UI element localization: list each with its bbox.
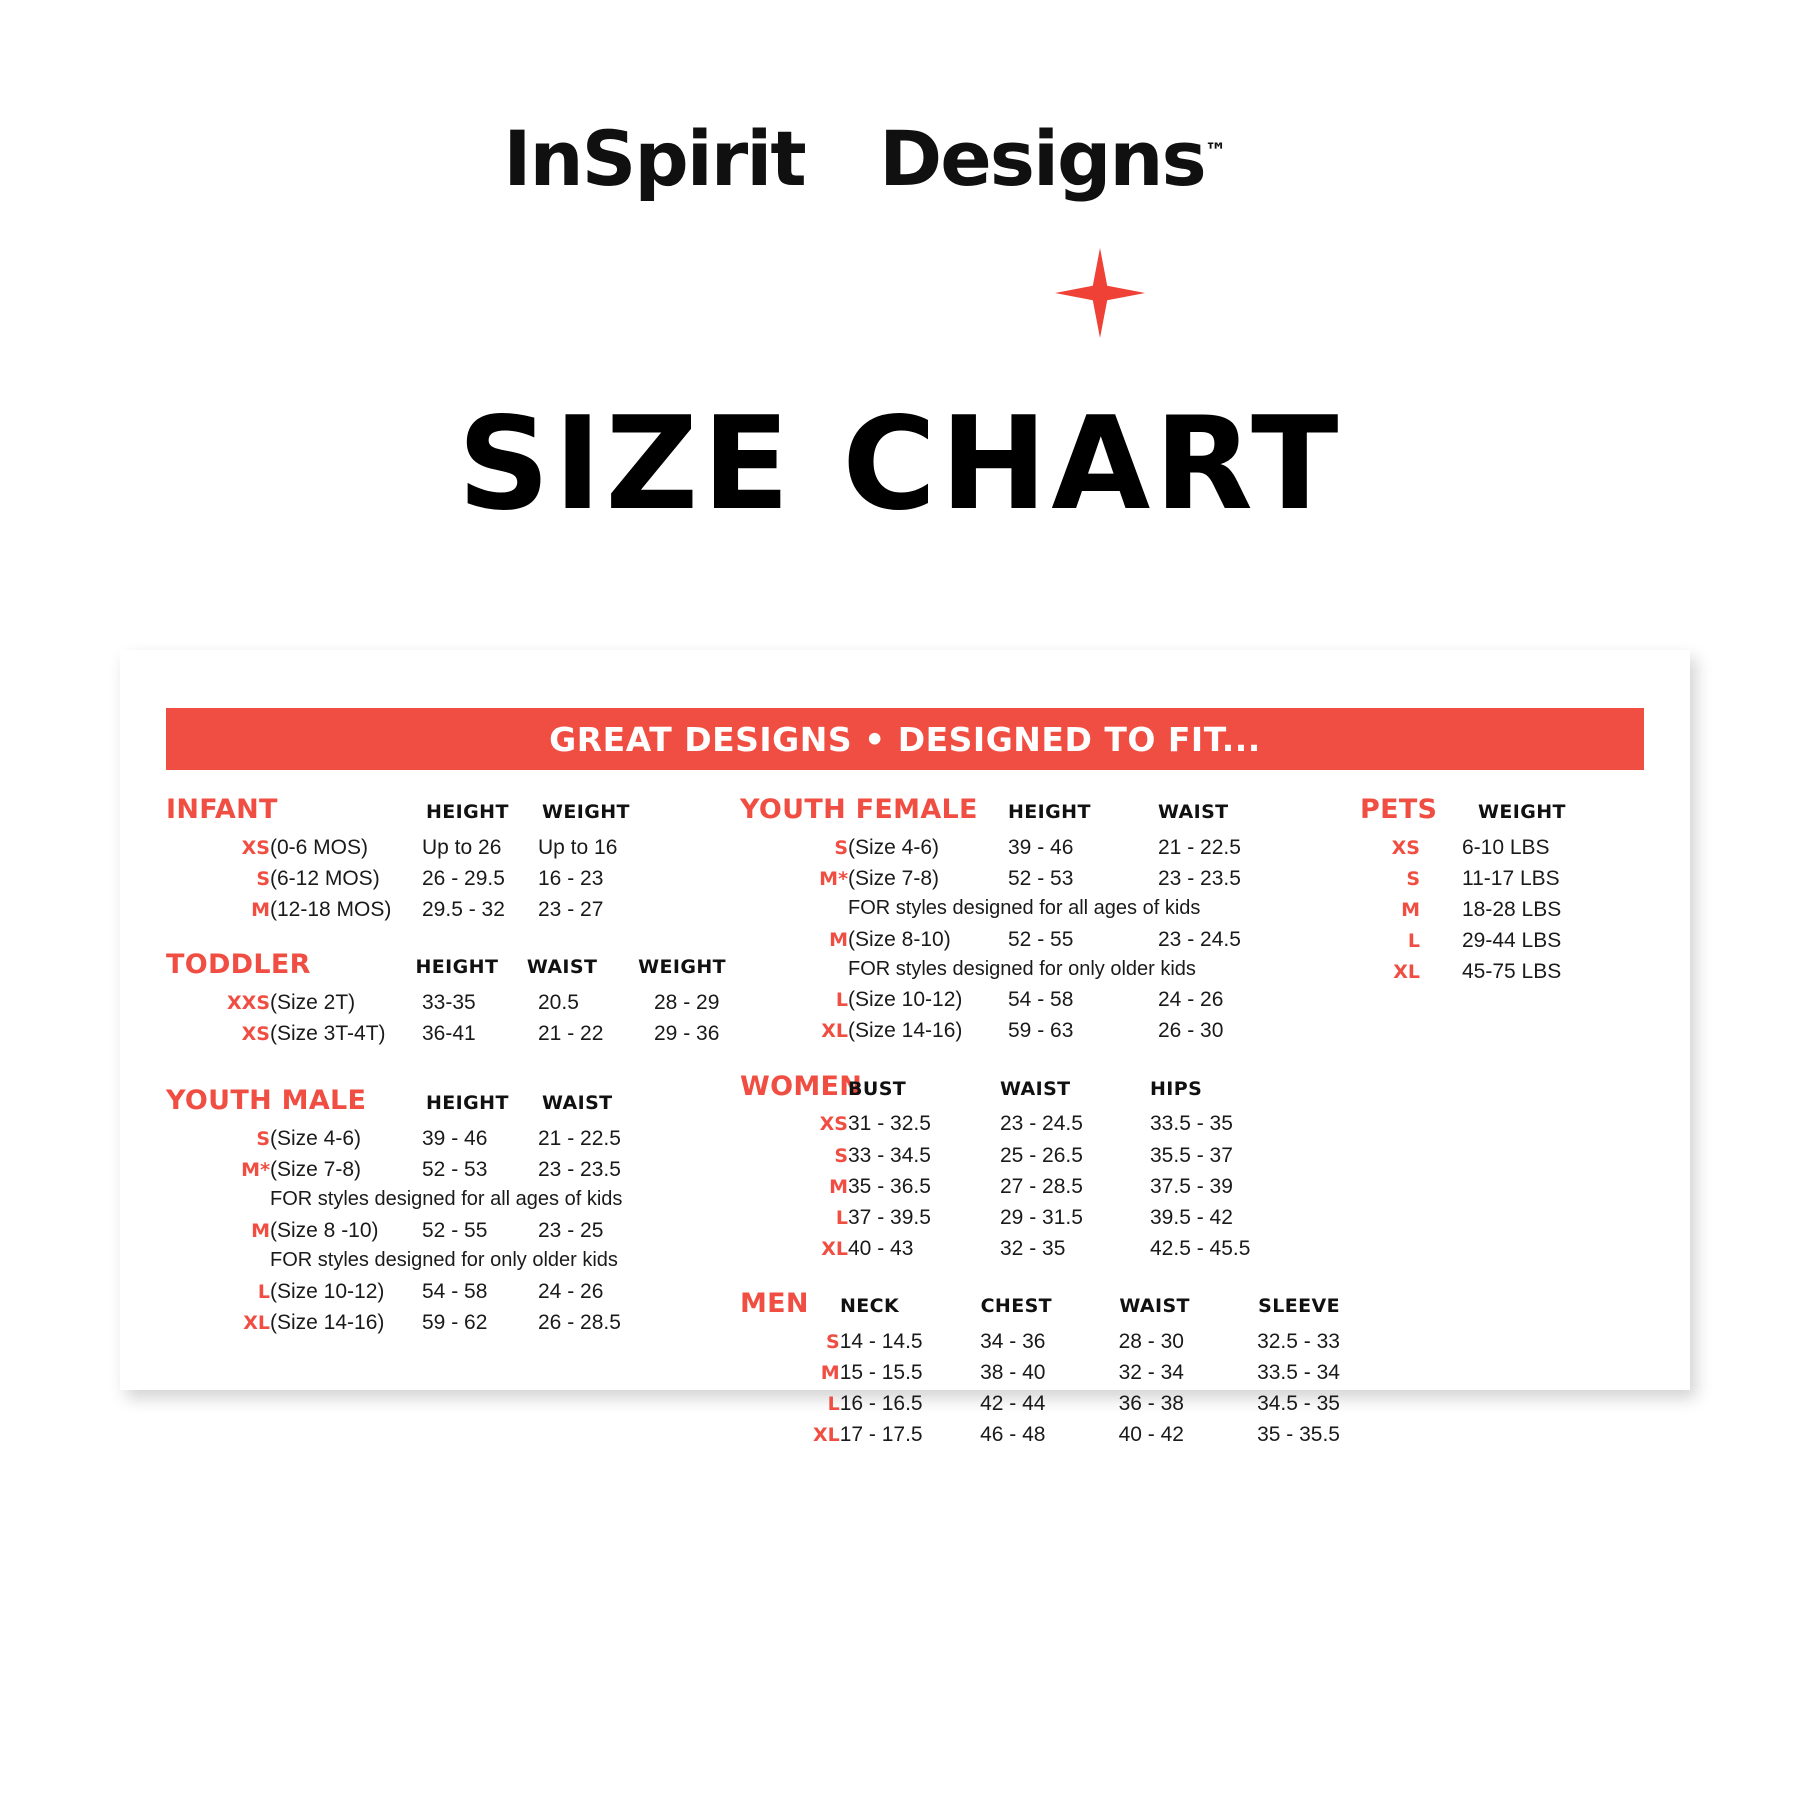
table-row: [1360, 832, 1650, 863]
note-text: FOR styles designed for only older kids: [848, 957, 1196, 980]
header-women-waist: WAIST: [1000, 1077, 1071, 1100]
group-infant: [166, 790, 726, 925]
cell-hips: 35.5 - 37: [1150, 1143, 1233, 1167]
group-title-toddler: TODDLER: [166, 949, 311, 981]
table-note: [166, 1185, 726, 1215]
cell-weight: 45-75 LBS: [1462, 960, 1562, 984]
cell-size: (Size 14-16): [270, 1310, 385, 1334]
size-label: M: [1401, 899, 1420, 922]
header-youth-male-height: HEIGHT: [426, 1092, 509, 1115]
cell-waist: 21 - 22.5: [538, 1127, 621, 1151]
cell-hips: 39.5 - 42: [1150, 1205, 1233, 1229]
cell-waist: 20.5: [538, 991, 579, 1015]
table-row: [166, 1215, 726, 1246]
cell-sleeve: 33.5 - 34: [1257, 1360, 1340, 1384]
header-men-chest: CHEST: [980, 1294, 1053, 1317]
cell-height: 52 - 55: [422, 1219, 488, 1242]
cell-age: (0-6 MOS): [270, 835, 369, 859]
header-toddler-weight: WEIGHT: [638, 956, 726, 979]
size-label: L: [827, 1392, 840, 1415]
size-label: S: [1406, 868, 1420, 891]
group-title-pets: PETS: [1360, 794, 1438, 825]
cell-weight: 28 - 29: [654, 991, 720, 1015]
table-row: [740, 924, 1340, 955]
size-label: XL: [243, 1311, 270, 1334]
table-row: [166, 894, 726, 925]
table-row: [740, 1388, 1340, 1419]
cell-waist: 26 - 30: [1158, 1019, 1224, 1043]
size-label: L: [835, 1206, 848, 1229]
cell-sleeve: 34.5 - 35: [1257, 1391, 1340, 1415]
cell-hips: 42.5 - 45.5: [1150, 1236, 1251, 1260]
cell-sleeve: 35 - 35.5: [1257, 1423, 1340, 1447]
brand-logo: [0, 114, 1800, 203]
cell-height: Up to 26: [422, 835, 502, 859]
group-pets: [1360, 790, 1650, 987]
header-men-neck: NECK: [839, 1294, 900, 1317]
size-label: XXS: [227, 992, 270, 1015]
table-note: [166, 1246, 726, 1276]
column-left: [166, 790, 726, 1344]
cell-size: (Size 3T-4T): [270, 1022, 386, 1046]
size-label: XS: [1391, 836, 1420, 859]
cell-sleeve: 32.5 - 33: [1257, 1329, 1340, 1353]
cell-bust: 40 - 43: [848, 1236, 914, 1260]
cell-bust: 33 - 34.5: [848, 1143, 931, 1167]
cell-waist: 24 - 26: [1158, 988, 1224, 1012]
table-row: [166, 863, 726, 894]
header-women-hips: HIPS: [1150, 1077, 1203, 1100]
cell-height: 59 - 63: [1008, 1019, 1074, 1043]
table-row: [166, 1123, 726, 1154]
size-label: S: [256, 1128, 270, 1151]
cell-bust: 31 - 32.5: [848, 1112, 931, 1136]
table-row: [740, 1202, 1340, 1233]
cell-size: (Size 7-8): [848, 867, 940, 891]
table-row: [166, 987, 726, 1018]
cell-waist: 29 - 31.5: [1000, 1205, 1083, 1229]
logo-text-line1: InSpirit: [503, 114, 805, 203]
group-title-youth-female: YOUTH FEMALE: [740, 794, 978, 825]
cell-waist: 36 - 38: [1118, 1391, 1184, 1415]
cell-waist: 27 - 28.5: [1000, 1174, 1083, 1198]
table-row: [740, 1108, 1340, 1139]
header-youth-female-waist: WAIST: [1158, 801, 1229, 823]
table-row: [740, 1015, 1340, 1046]
size-label: XS: [241, 836, 270, 859]
table-row: [740, 1326, 1340, 1357]
cell-waist: 24 - 26: [538, 1279, 604, 1303]
cell-chest: 34 - 36: [980, 1329, 1046, 1353]
table-row: [740, 1233, 1340, 1264]
cell-bust: 37 - 39.5: [848, 1205, 931, 1229]
size-label: XS: [819, 1113, 848, 1136]
size-label: M: [829, 1175, 848, 1198]
header-toddler-waist: WAIST: [526, 956, 598, 979]
cell-weight: 11-17 LBS: [1462, 867, 1560, 891]
cell-size: (Size 4-6): [270, 1127, 362, 1151]
group-title-men: MEN: [740, 1287, 809, 1319]
cell-waist: 28 - 30: [1118, 1329, 1184, 1353]
header-toddler-height: HEIGHT: [415, 956, 499, 979]
cell-weight: 16 - 23: [538, 867, 604, 891]
table-row: [740, 1140, 1340, 1171]
header-men-sleeve: SLEEVE: [1258, 1294, 1341, 1317]
table-row: [166, 1154, 726, 1185]
column-right: [1360, 790, 1650, 993]
size-label: S: [834, 1144, 848, 1167]
cell-weight: 29-44 LBS: [1462, 929, 1562, 953]
page-title: SIZE CHART: [457, 390, 1343, 539]
cell-height: 52 - 55: [1008, 927, 1074, 951]
table-row: [166, 1018, 726, 1049]
cell-waist: 23 - 23.5: [538, 1158, 621, 1182]
table-row: [1360, 863, 1650, 894]
group-title-youth-male: YOUTH MALE: [166, 1085, 367, 1117]
size-label: XS: [241, 1023, 270, 1046]
size-label: M: [251, 1220, 270, 1242]
size-label: S: [826, 1330, 840, 1353]
note-text: FOR styles designed for only older kids: [270, 1249, 618, 1272]
group-women: [740, 1067, 1340, 1264]
cell-weight: 18-28 LBS: [1462, 898, 1562, 922]
size-label: M: [829, 928, 848, 951]
cell-neck: 16 - 16.5: [839, 1391, 923, 1415]
group-men: [740, 1284, 1340, 1450]
size-label: XL: [821, 1237, 848, 1260]
cell-neck: 15 - 15.5: [839, 1360, 923, 1384]
trademark-symbol: ™: [1204, 139, 1227, 165]
header-youth-male-waist: WAIST: [542, 1092, 613, 1115]
table-row: [740, 984, 1340, 1015]
size-label: L: [1407, 930, 1420, 953]
table-row: [1360, 925, 1650, 956]
cell-waist: 32 - 34: [1118, 1360, 1184, 1384]
chart-banner: GREAT DESIGNS • DESIGNED TO FIT...: [166, 708, 1644, 770]
table-row: [740, 832, 1340, 863]
cell-waist: 32 - 35: [1000, 1236, 1066, 1260]
group-title-women: WOMEN: [740, 1070, 863, 1102]
group-youth-female: [740, 790, 1340, 1047]
cell-height: 54 - 58: [1008, 988, 1074, 1012]
cell-size: (Size 10-12): [270, 1279, 385, 1303]
table-row: [740, 1357, 1340, 1388]
size-label: S: [256, 868, 270, 891]
cell-size: (Size 7-8): [270, 1158, 362, 1182]
size-label: L: [257, 1280, 270, 1303]
cell-height: 39 - 46: [422, 1127, 488, 1151]
cell-waist: 23 - 25: [538, 1219, 604, 1242]
cell-weight: 23 - 27: [538, 898, 604, 922]
cell-waist: 40 - 42: [1118, 1423, 1184, 1447]
cell-height: 33-35: [422, 991, 476, 1015]
size-label: XL: [821, 1020, 848, 1043]
size-label: M: [251, 899, 270, 922]
cell-waist: 23 - 23.5: [1158, 867, 1241, 891]
table-row: [166, 1276, 726, 1307]
note-text: FOR styles designed for all ages of kids: [848, 897, 1201, 920]
table-row: [1360, 894, 1650, 925]
cell-size: (Size 2T): [270, 991, 356, 1015]
table-row: [740, 863, 1340, 894]
header-infant-height: HEIGHT: [426, 801, 509, 823]
cell-chest: 46 - 48: [980, 1423, 1046, 1447]
header-men-waist: WAIST: [1119, 1294, 1190, 1317]
size-label: L: [835, 989, 848, 1012]
cell-size: (Size 8 -10): [270, 1219, 379, 1242]
group-youth-male: [166, 1081, 726, 1338]
cell-hips: 37.5 - 39: [1150, 1174, 1233, 1198]
cell-weight: 29 - 36: [654, 1022, 720, 1046]
header-pets-weight: WEIGHT: [1478, 801, 1566, 823]
table-row: [166, 832, 726, 863]
logo-word-designs: Designs: [879, 114, 1205, 203]
cell-waist: 21 - 22: [538, 1022, 604, 1046]
size-chart-card: [120, 650, 1690, 1447]
header-women-bust: BUST: [848, 1077, 907, 1100]
size-label: M*: [819, 868, 848, 891]
cell-size: (Size 4-6): [848, 835, 940, 859]
table-row: [740, 1419, 1340, 1450]
cell-hips: 33.5 - 35: [1150, 1112, 1233, 1136]
cell-waist: 26 - 28.5: [538, 1310, 621, 1334]
cell-height: 59 - 62: [422, 1310, 488, 1334]
cell-height: 54 - 58: [422, 1279, 488, 1303]
table-note: [740, 894, 1340, 924]
cell-neck: 14 - 14.5: [839, 1329, 923, 1353]
logo-text-line2: [879, 114, 1297, 203]
table-note: [740, 955, 1340, 985]
cell-chest: 42 - 44: [980, 1391, 1046, 1415]
cell-height: 36-41: [422, 1022, 476, 1046]
cell-waist: 23 - 24.5: [1000, 1112, 1083, 1136]
cell-height: 29.5 - 32: [422, 898, 505, 922]
cell-waist: 21 - 22.5: [1158, 835, 1241, 859]
cell-weight: Up to 16: [538, 835, 618, 859]
group-toddler: [166, 945, 726, 1049]
size-label: M: [820, 1361, 840, 1384]
cell-weight: 6-10 LBS: [1462, 835, 1550, 859]
cell-neck: 17 - 17.5: [839, 1423, 923, 1447]
cell-age: (6-12 MOS): [270, 867, 380, 891]
table-row: [740, 1171, 1340, 1202]
cell-size: (Size 10-12): [848, 988, 963, 1012]
cell-height: 52 - 53: [422, 1158, 488, 1182]
header-youth-female-height: HEIGHT: [1008, 801, 1091, 823]
group-title-infant: INFANT: [166, 794, 278, 825]
cell-height: 26 - 29.5: [422, 867, 505, 891]
size-label: M*: [241, 1159, 270, 1182]
size-label: XL: [812, 1424, 840, 1447]
cell-height: 39 - 46: [1008, 835, 1074, 859]
table-row: [166, 1307, 726, 1338]
size-label: S: [834, 836, 848, 859]
column-middle: [740, 790, 1340, 1456]
header-infant-weight: WEIGHT: [542, 801, 630, 823]
cell-waist: 23 - 24.5: [1158, 927, 1241, 951]
cell-height: 52 - 53: [1008, 867, 1074, 891]
cell-waist: 25 - 26.5: [1000, 1143, 1083, 1167]
cell-chest: 38 - 40: [980, 1360, 1046, 1384]
size-label: XL: [1393, 961, 1420, 984]
cell-size: (Size 14-16): [848, 1019, 963, 1043]
cell-size: (Size 8-10): [848, 927, 951, 951]
table-row: [1360, 956, 1650, 987]
cell-bust: 35 - 36.5: [848, 1174, 931, 1198]
cell-age: (12-18 MOS): [270, 898, 392, 922]
four-point-star-icon: [1055, 248, 1145, 338]
note-text: FOR styles designed for all ages of kids: [270, 1188, 623, 1211]
